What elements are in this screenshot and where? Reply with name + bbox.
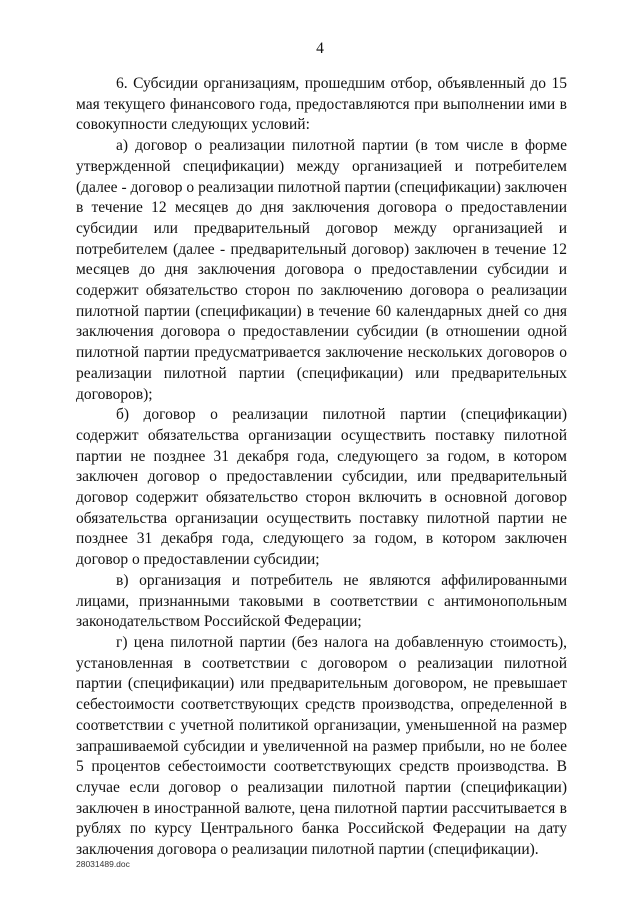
page-number: 4 <box>316 40 324 57</box>
paragraph-6g: г) цена пилотной партии (без налога на добавленную стоимость), установленная в соответствии с договором о реализации пилотной партии (спецификации) или предварительным договором, не превышает себестоимости соответствующих средств производства, определенной в соответствии с учетной политикой организации, уменьшенной на размер запрашиваемой субсидии и увеличенной на размер прибыли, но не более 5 процентов себестоимости соответствующих средств производства. В случае если договор о реализации пилотной партии (спецификации) заключен в иностранной валюте, цена пилотной партии рассчитывается в рублях по курсу Центрального банка Российской Федерации на дату заключения договора о реализации пилотной партии (спецификации). <box>76 633 567 859</box>
paragraph-6-intro: 6. Субсидии организациям, прошедшим отбор, объявленный до 15 мая текущего финансового года, предоставляются при выполнении ими в совокупности следующих условий: <box>76 75 567 134</box>
document-body <box>76 74 567 861</box>
paragraph-6b: б) договор о реализации пилотной партии (спецификации) содержит обязательства организации осуществить поставку пилотной партии не позднее 31 декабря года, следующего за годом, в котором заключен договор о предоставлении субсидии, или предварительный договор содержит обязательство сторон включить в основной договор обязательства организации осуществить поставку пилотной партии не позднее 31 декабря года, следующего за годом, в котором заключен договор о предоставлении субсидии; <box>76 406 567 569</box>
paragraph-6v: в) организация и потребитель не являются аффилированными лицами, признанными таковыми в соответствии с антимонопольным законодательством Российской Федерации; <box>76 571 567 631</box>
footer-filename: 28031489.doc <box>76 859 130 869</box>
paragraph-6a: а) договор о реализации пилотной партии (в том числе в форме утвержденной спецификации) между организацией и потребителем (далее - договор о реализации пилотной партии (спецификации) заключен в течение 12 месяцев до дня заключения договора о предоставлении субсидии или предварительный договор между организацией и потребителем (далее - предварительный договор) заключен в течение 12 месяцев до дня заключения договора о предоставлении субсидии и содержит обязательство сторон по заключению договора о реализации пилотной партии (спецификации) в течение 60 календарных дней со дня заключения договора о предоставлении субсидии (в отношении одной пилотной партии предусматривается заключение нескольких договоров о реализации пилотной партии (спецификации) или предварительных договоров); <box>76 137 567 403</box>
